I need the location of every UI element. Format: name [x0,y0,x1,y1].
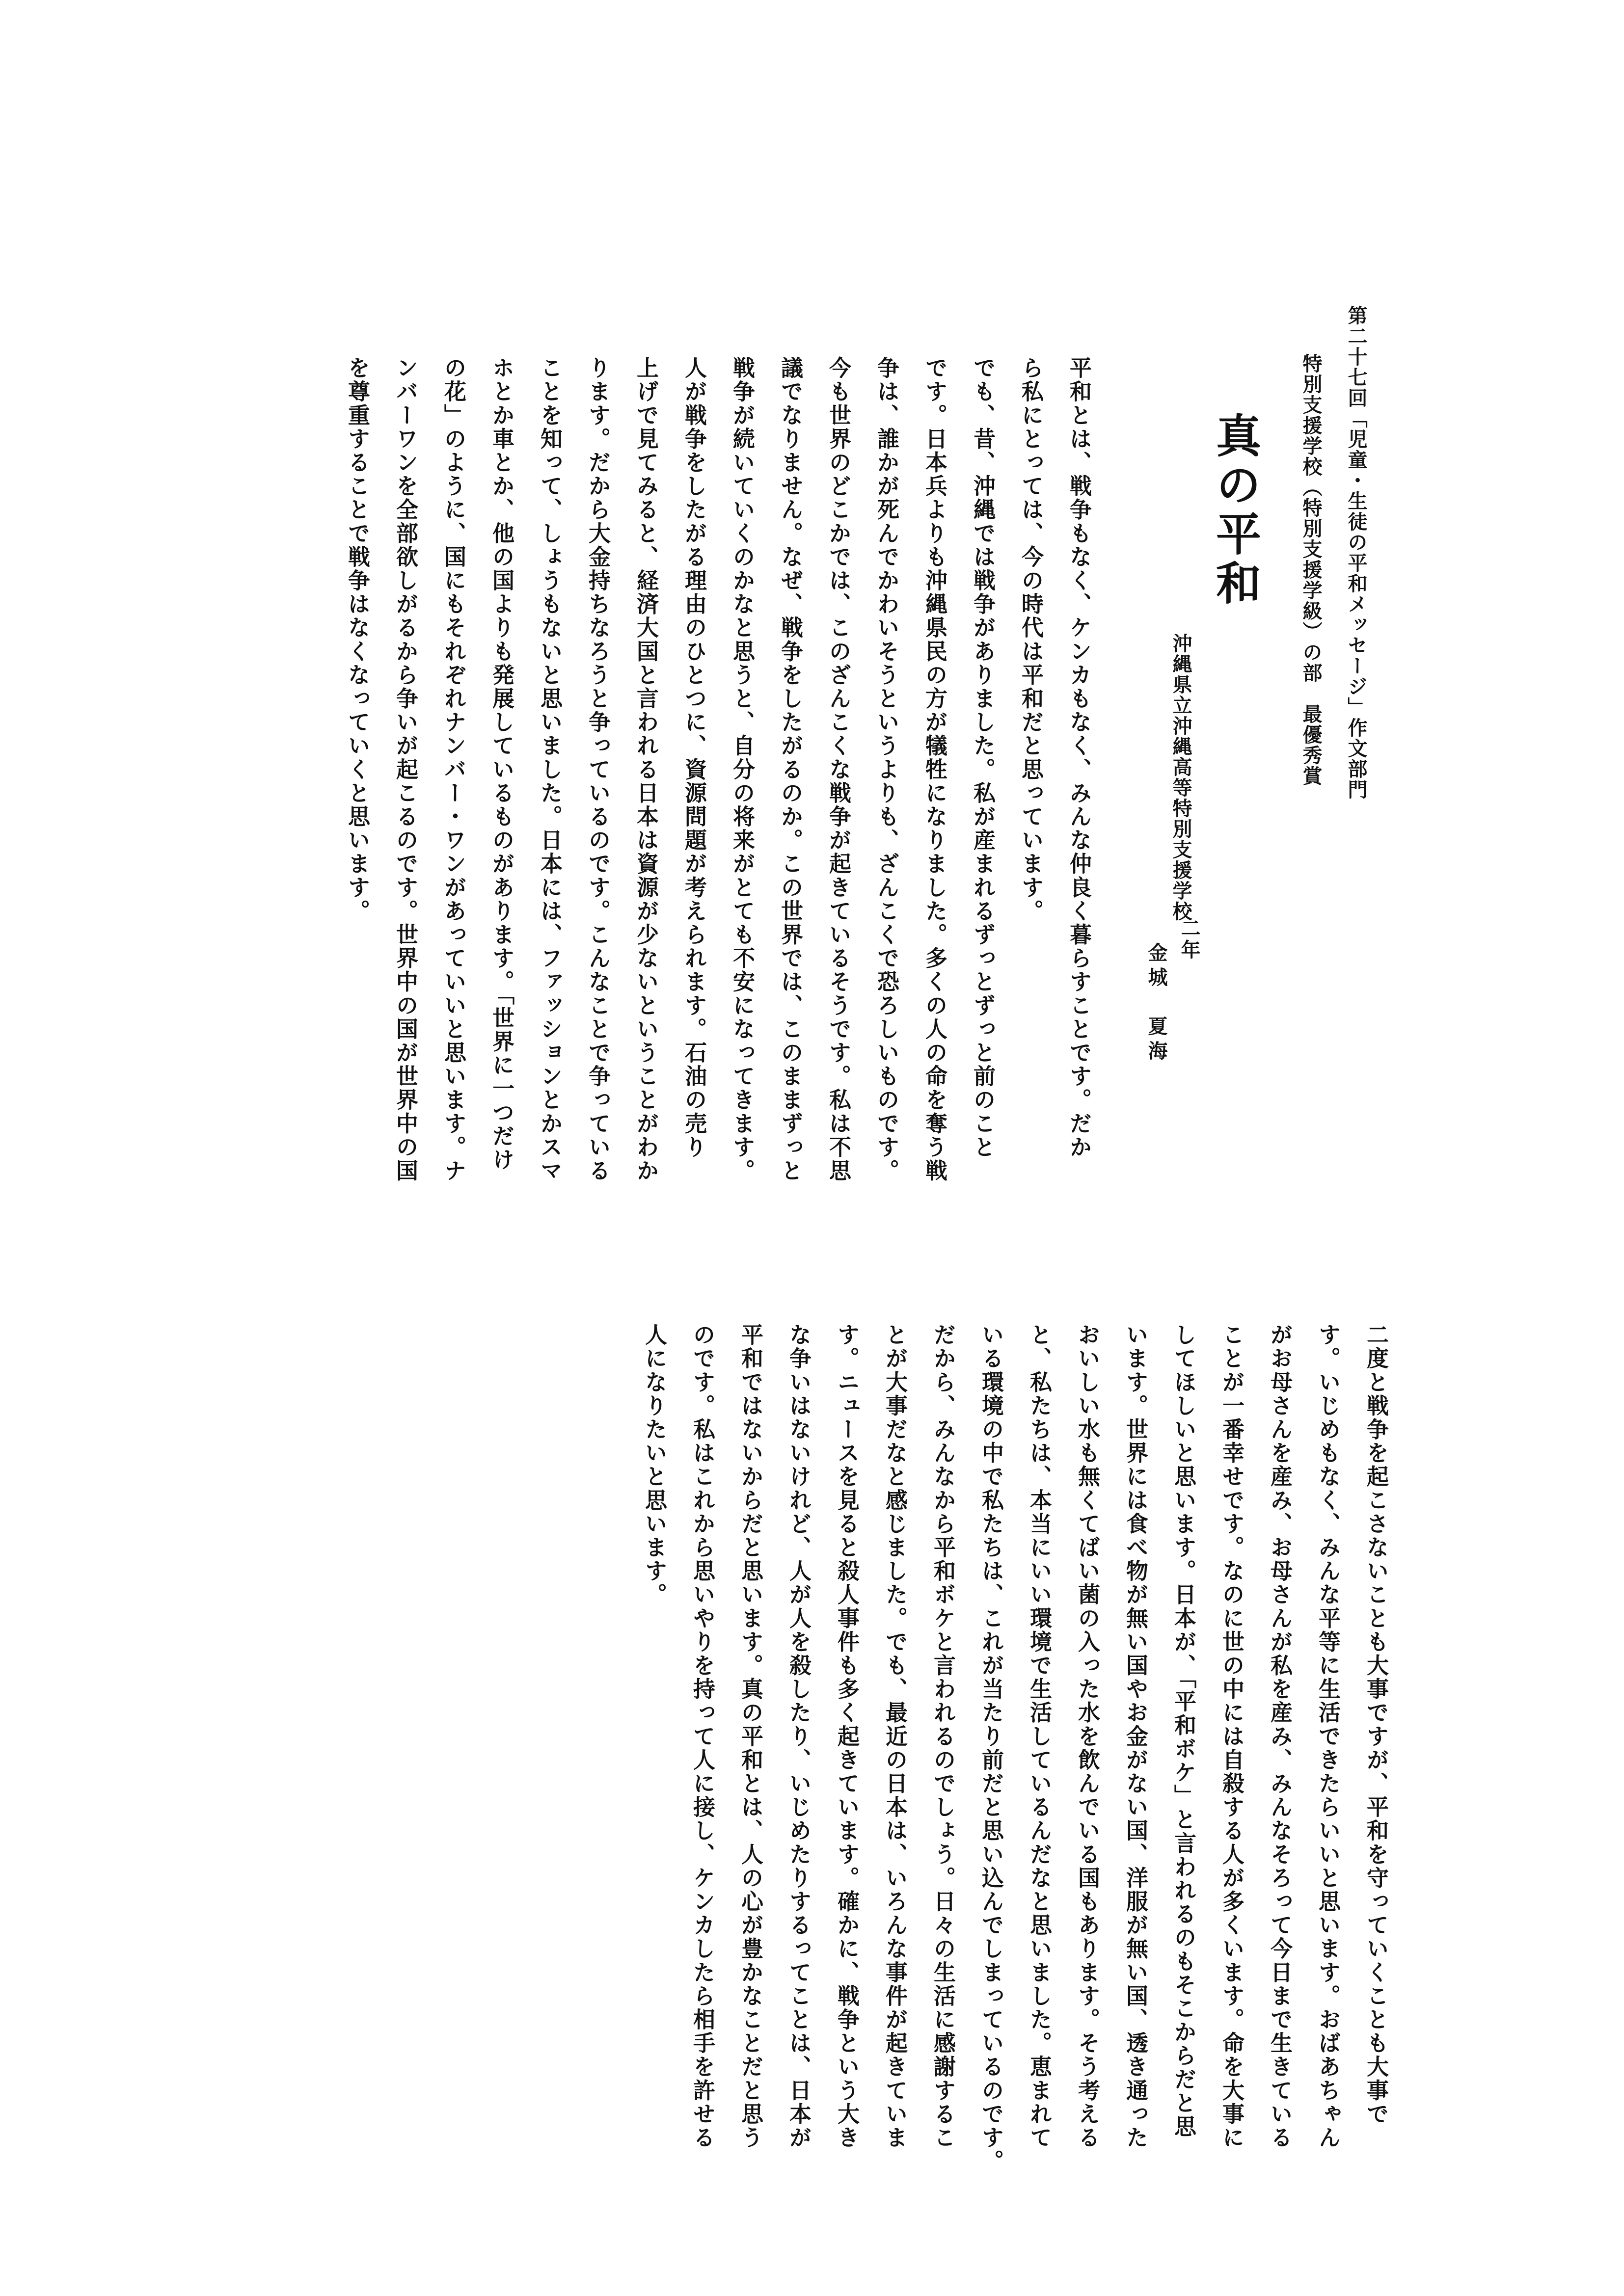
body-line: 人が戦争をしたがる理由のひとつに、資源問題が考えられます。石油の売り [681,356,707,1159]
body-line: の花」のように、国にもそれぞれナンバー・ワンがあっていいと思います。ナ [440,356,466,1183]
grade-block [1179,918,1199,961]
body-line: 二度と戦争を起こさないことも大事ですが、平和を守っていくことも大事で [1363,1323,1389,2126]
essay-body-upper [320,356,1090,1183]
body-line: 議でなりません。なぜ、戦争をしたがるのか。この世界では、このままずっと [777,356,803,1183]
body-line: 今も世界のどこかでは、このざんこくな戦争が起きているそうです。私は不思 [825,356,851,1183]
body-line: ら私にとっては、今の時代は平和だと思っています。 [1018,356,1044,923]
body-line: いる環境の中で私たちは、これが当たり前だと思い込んでしまっているのです。 [978,1323,1004,2173]
body-line: のです。私はこれから思いやりを持って人に接し、ケンカしたら相手を許せる [689,1323,715,2150]
author-block [1146,942,1166,1065]
body-line: 人になりたいと思います。 [641,1323,667,1607]
contest-title: 第二十七回「児童・生徒の平和メッセージ」作文部門 [1345,305,1368,800]
essay-title: 真の平和 [1209,412,1262,609]
body-line: す。いじめもなく、みんな平等に生活できたらいいと思います。おばあちゃん [1315,1323,1341,2150]
body-line: を尊重することで戦争はなくなっていくと思います。 [344,356,370,923]
body-line: ンバーワンを全部欲しがるから争いが起こるのです。世界中の国が世界中の国 [392,356,418,1183]
body-line: がお母さんを産み、お母さんが私を産み、みんなそろって今日まで生きている [1267,1323,1293,2150]
division-header [1301,353,1321,786]
contest-header [1346,305,1366,800]
essay-title-block [1209,412,1262,609]
body-line: ホとか車とか、他の国よりも発展しているものがあります。「世界に一つだけ [488,356,514,1172]
body-line: 平和とは、戦争もなく、ケンカもなく、みんな仲良く暮らすことです。だか [1066,356,1092,1159]
essay-body-lower [617,1323,1387,2173]
school-block [1171,633,1191,922]
body-line: だから、みんなから平和ボケと言われるのでしょう。日々の生活に感謝するこ [930,1323,956,2150]
body-line: 戦争が続いていくのかなと思うと、自分の将来がとても不安になってきます。 [729,356,755,1183]
author-name: 金城 夏海 [1145,942,1168,1065]
body-line: 平和ではないからだと思います。真の平和とは、人の心が豊かなことだと思う [737,1323,763,2150]
body-line: と、私たちは、本当にいい環境で生活しているんだなと思いました。恵まれて [1026,1323,1052,2150]
body-line: 上げで見てみると、経済大国と言われる日本は資源が少ないということがわか [633,356,659,1183]
grade: 二年 [1178,918,1201,961]
body-line: ことを知って、しょうもないと思いました。日本には、ファッションとかスマ [537,356,563,1183]
body-line: す。ニュースを見ると殺人事件も多く起きています。確かに、戦争という大き [834,1323,860,2150]
body-line: います。世界には食べ物が無い国やお金がない国、洋服が無い国、透き通った [1122,1323,1148,2150]
body-line: な争いはないけれど、人が人を殺したり、いじめたりするってことは、日本が [785,1323,812,2150]
body-line: してほしいと思います。日本が、「平和ボケ」と言われるのもそこからだと思 [1170,1323,1196,2138]
body-line: です。日本兵よりも沖縄県民の方が犠牲になりました。多くの人の命を奪う戦 [921,356,947,1183]
body-line: とが大事だなと感じました。でも、最近の日本は、いろんな事件が起きていま [882,1323,908,2150]
body-line: でも、昔、沖縄では戦争がありました。私が産まれるずっとずっと前のこと [970,356,996,1159]
school-name: 沖縄県立沖縄高等特別支援学校 [1169,633,1192,922]
body-line: おいしい水も無くてばい菌の入った水を飲んでいる国もあります。そう考える [1074,1323,1100,2150]
body-line: 争は、誰かが死んでかわいそうというよりも、ざんこくで恐ろしいものです。 [873,356,899,1183]
body-line: ります。だから大金持ちなろうと争っているのです。こんなことで争っている [585,356,611,1183]
division-award: 特別支援学校（特別支援学級）の部 最優秀賞 [1299,353,1323,786]
body-line: ことが一番幸せです。なのに世の中には自殺する人が多くいます。命を大事に [1218,1323,1245,2150]
